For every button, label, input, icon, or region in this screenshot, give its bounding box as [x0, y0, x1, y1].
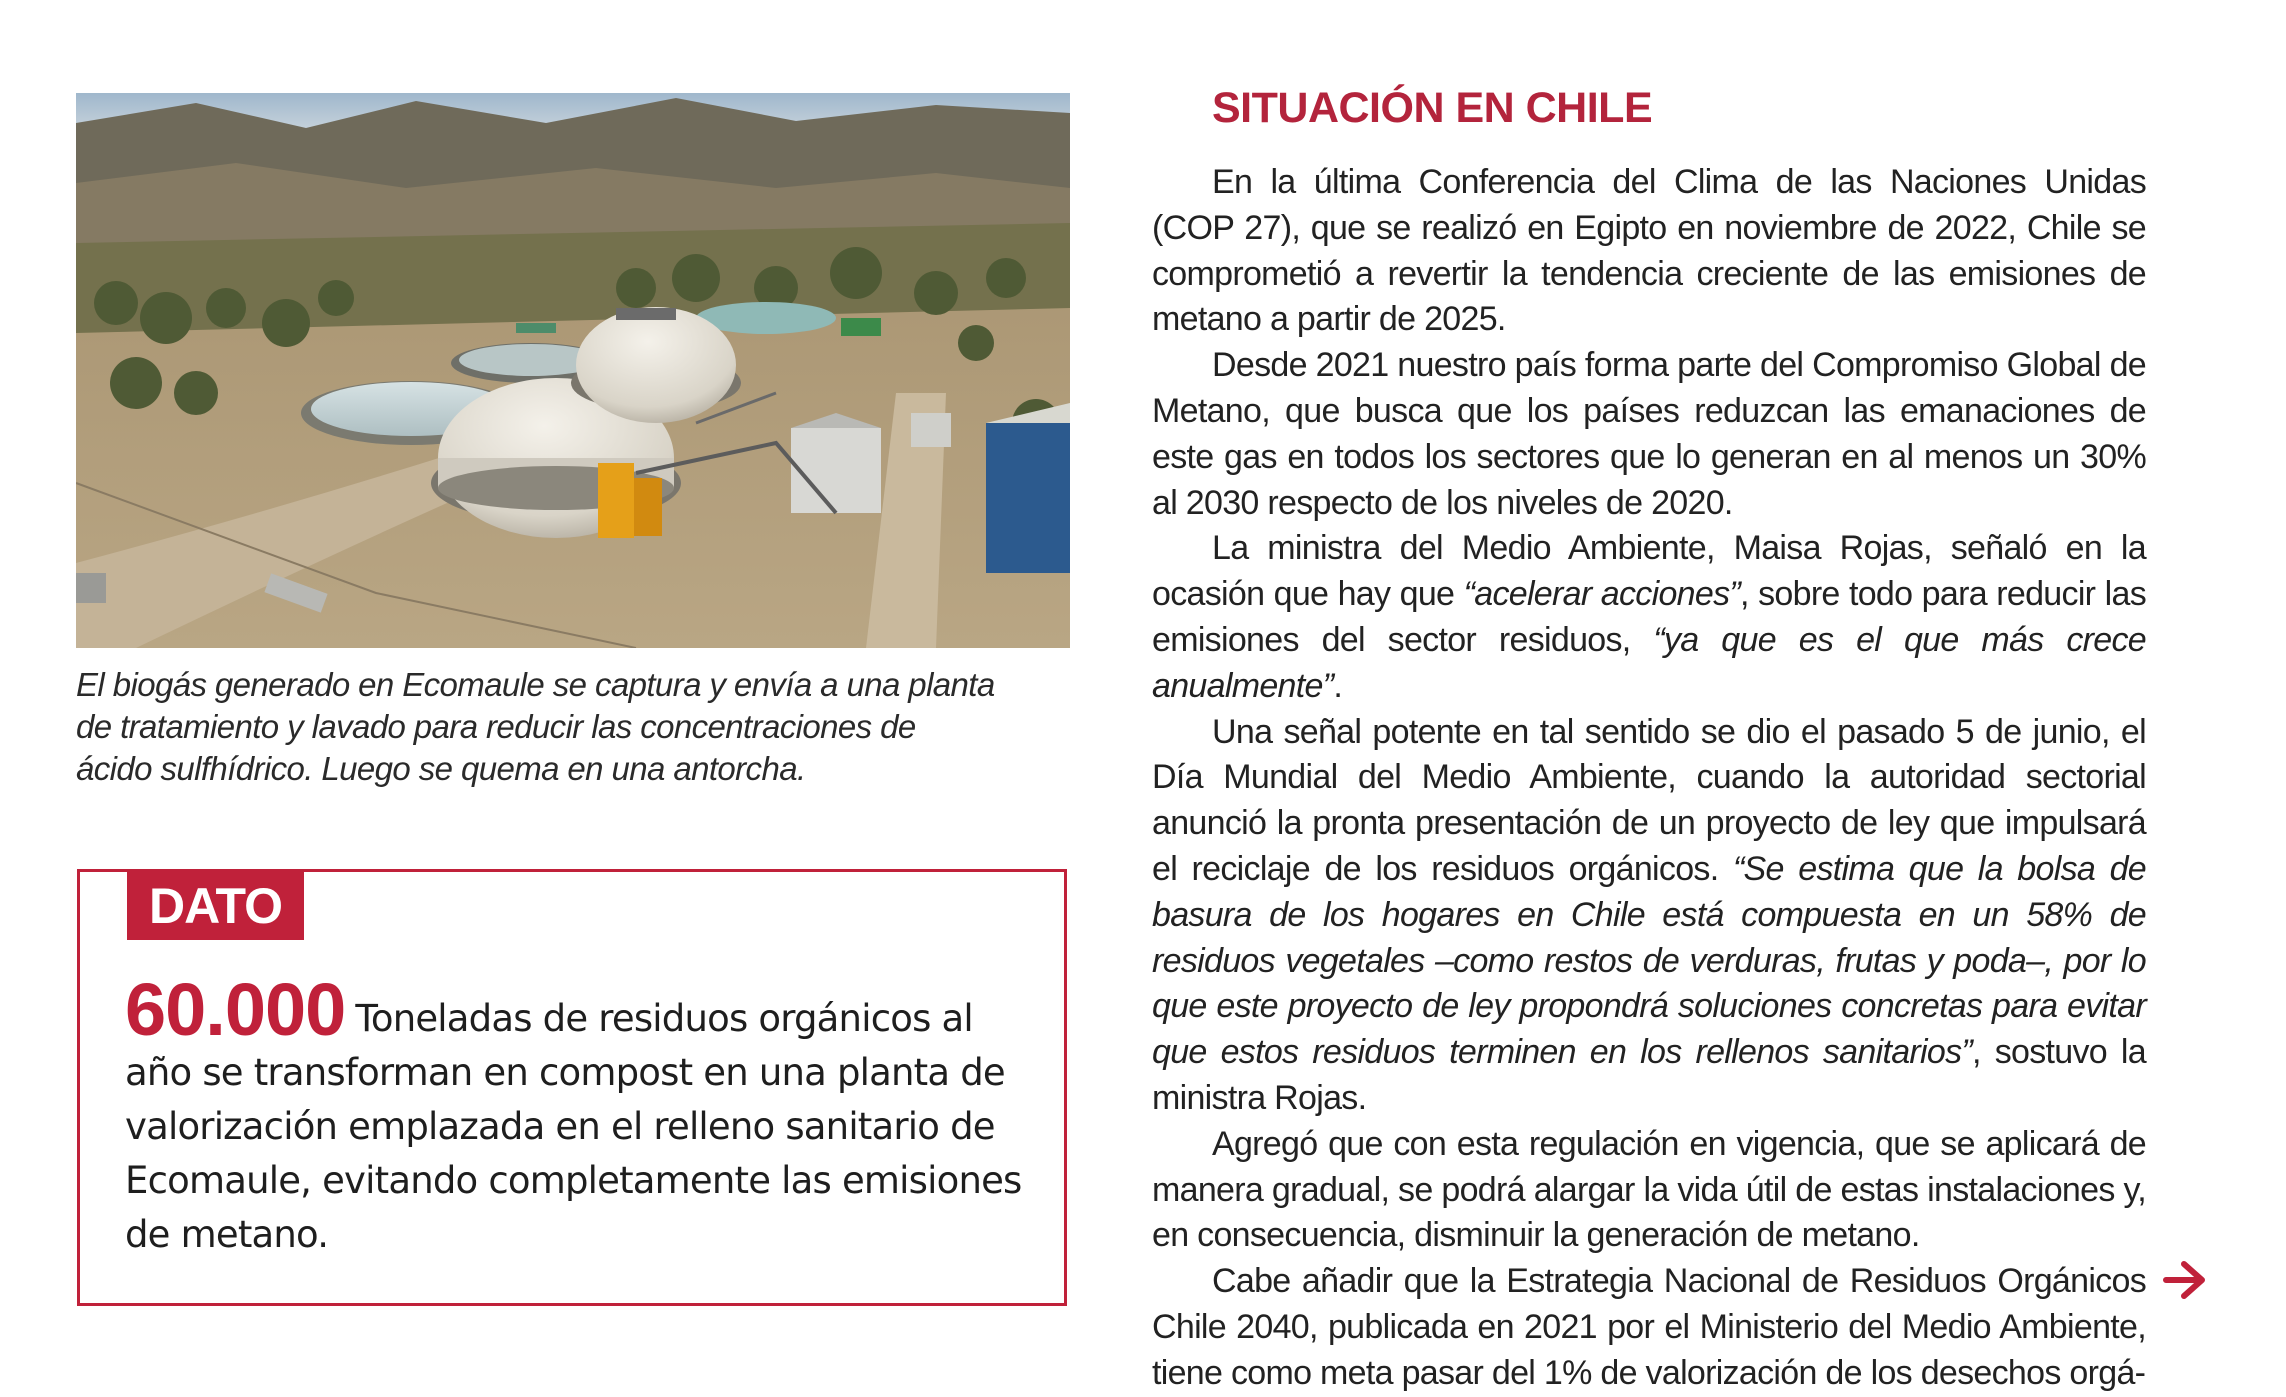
arrow-right-icon[interactable] [2162, 1258, 2208, 1302]
dato-tag: DATO [127, 872, 304, 940]
article-body [1152, 160, 2146, 1397]
p3-text-a: La ministra del Medio Ambiente, Maisa Rojas, señaló en la ocasión que hay que [1152, 529, 2146, 614]
article-paragraph-4 [1152, 710, 2146, 1122]
article-paragraph-2: Desde 2021 nuestro país forma parte del Compromiso Global de Metano, que busca que los países reduzcan las emanaciones de este gas en todos los sectores que lo generan en al menos un 30% al 2030 respecto de los niveles de 2020. [1152, 346, 2146, 522]
section-title: SITUACIÓN EN CHILE [1212, 84, 1653, 132]
dato-description: Toneladas de residuos orgánicos al año se transforman en compost en una planta de valorización emplazada en el relleno sanitario de Ecomaule, evitando completamente las emisiones de metano. [125, 997, 1022, 1256]
photo-caption: El biogás generado en Ecomaule se captura y envía a una planta de tratamiento y lavado para reducir las concentraciones de ácido sulfhídrico. Luego se quema en una antorcha. [76, 666, 995, 787]
dato-number: 60.000 [125, 968, 346, 1051]
article-paragraph-6: Cabe añadir que la Estrategia Nacional de Residuos Orgánicos Chile 2040, publicada en 2021 por el Ministerio del Medio Ambiente, tiene como meta pasar del 1% de valorización de los desechos orgá- [1152, 1262, 2146, 1392]
p3-quote-1: “acelerar acciones” [1463, 575, 1741, 614]
article-paragraph-3 [1152, 526, 2146, 709]
p3-quote-2: “ya que es el que más crece anualmente” [1152, 620, 2146, 705]
p4-text-c: , sostuvo la ministra Rojas. [1152, 1033, 2146, 1117]
p3-text-c: , sobre todo para reducir las emisiones del sector residuos, [1152, 575, 2146, 659]
p4-text-a: Una señal potente en tal sentido se dio el pasado 5 de junio, el Día Mundial del Medio Ambiente, cuando la autoridad sectorial anunció la pronta presentación de un proyecto de ley que impulsará el reciclaje de los residuos orgánicos. [1152, 712, 2146, 888]
biogas-plant-photo [76, 93, 1070, 648]
p3-text-e: . [1333, 666, 1343, 705]
dato-body [125, 968, 1045, 1262]
article-paragraph-5: Agregó que con esta regulación en vigencia, que se aplicará de manera gradual, se podrá alargar la vida útil de estas instalaciones y, en consecuencia, disminuir la generación de metano. [1152, 1124, 2146, 1255]
dato-box [77, 869, 1067, 1306]
biogas-plant-photo-icon [76, 93, 1070, 648]
article-paragraph-1: En la última Conferencia del Clima de las Naciones Unidas (COP 27), que se realizó en Egipto en noviembre de 2022, Chile se comprometió a revertir la tendencia creciente de las emisiones de metano a partir de 2025. [1152, 163, 2146, 339]
p4-quote: “Se estima que la bolsa de basura de los hogares en Chile está compuesta en un 58% de residuos vegetales –como restos de verduras, frutas y poda–, por lo que este proyecto de ley propondrá soluciones concretas para evitar que estos residuos terminen en los rellenos sanitarios” [1152, 849, 2146, 1072]
